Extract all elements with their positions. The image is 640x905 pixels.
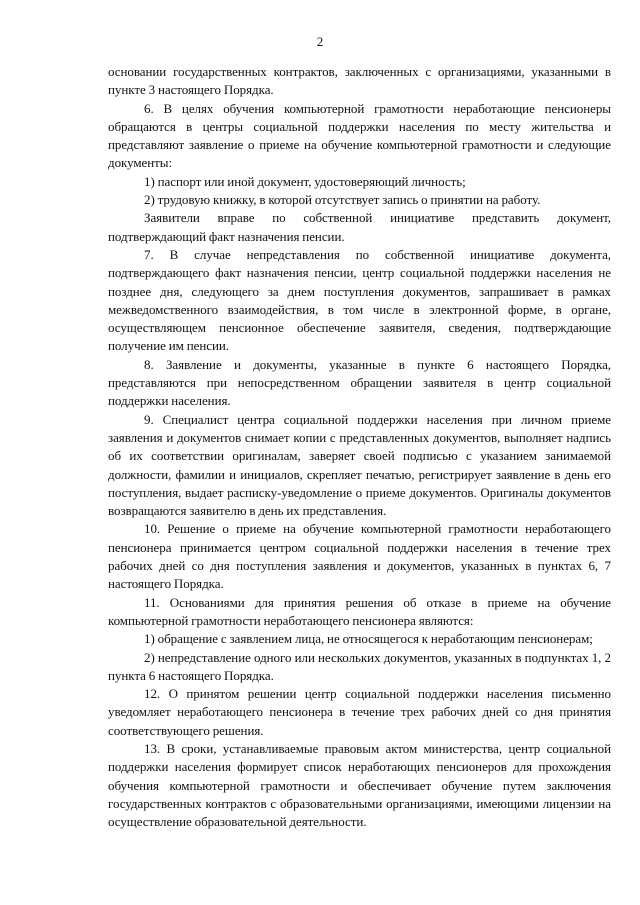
paragraph-item-9: 9. Специалист центра социальной поддержки населения при личном приеме заявления и документов снимает копии с представленных документов, выполняет надпись об их соответствии оригиналам, заверяет своей подписью с указанием занимаемой должности, фамилии и инициалов, скрепляет печатью, регистрирует заявление в день его поступления, выдает расписку-уведомление о приеме документов. Оригиналы документов возвращаются заявителю в день их представления. (108, 411, 611, 519)
subitem-6-1: 1) паспорт или иной документ, удостоверяющий личность; (144, 173, 466, 189)
page-number: 2 (316, 34, 324, 49)
paragraph-item-13: 13. В сроки, устанавливаемые правовым актом министерства, центр социальной поддержки населения формирует список неработающих пенсионеров для прохождения обучения компьютерной грамотности и обеспечивает обучение путем заключения государственных контрактов с образовательными организациями, имеющими лицензии на осуществление образовательной деятельности. (108, 740, 611, 830)
document-body (108, 63, 611, 831)
paragraph-applicants-right: Заявители вправе по собственной инициативе представить документ, подтверждающий факт назначения пенсии. (108, 210, 611, 244)
paragraph-item-7: 7. В случае непредставления по собственной инициативе документа, подтверждающего факт назначения пенсии, центр социальной поддержки населения не позднее дня, следующего за днем поступления документов, запрашивает в рамках межведомственного взаимодействия, в том числе в электронной форме, в органе, осуществляющем пенсионное обеспечение заявителя, сведения, подтверждающие получение им пенсии. (108, 246, 611, 354)
subitem-11-1: 1) обращение с заявлением лица, не относящегося к неработающим пенсионерам; (144, 631, 593, 647)
paragraph-continuation: основании государственных контрактов, заключенных с организациями, указанными в пункте 3 настоящего Порядка. (108, 64, 611, 98)
paragraph-item-11: 11. Основаниями для принятия решения об отказе в приеме на обучение компьютерной грамотности неработающего пенсионера являются: (108, 594, 611, 628)
paragraph-item-12: 12. О принятом решении центр социальной поддержки населения письменно уведомляет неработающего пенсионера в течение трех рабочих дней со дня принятия соответствующего решения. (108, 686, 611, 738)
subitem-11-2: 2) непредставление одного или нескольких документов, указанных в подпунктах 1, 2 пункта 6 настоящего Порядка. (108, 649, 611, 683)
paragraph-item-10: 10. Решение о приеме на обучение компьютерной грамотности неработающего пенсионера принимается центром социальной поддержки населения в течение трех рабочих дней со дня поступления заявления и документов, указанных в пунктах 6, 7 настоящего Порядка. (108, 521, 611, 592)
subitem-6-2: 2) трудовую книжку, в которой отсутствует запись о принятии на работу. (144, 192, 541, 208)
paragraph-item-8: 8. Заявление и документы, указанные в пункте 6 настоящего Порядка, представляются при непосредственном обращении заявителя в центр социальной поддержки населения. (108, 356, 611, 409)
paragraph-item-6: 6. В целях обучения компьютерной грамотности неработающие пенсионеры обращаются в центры социальной поддержки населения по месту жительства и представляют заявление о приеме на обучение компьютерной грамотности и следующие документы: (108, 100, 611, 171)
